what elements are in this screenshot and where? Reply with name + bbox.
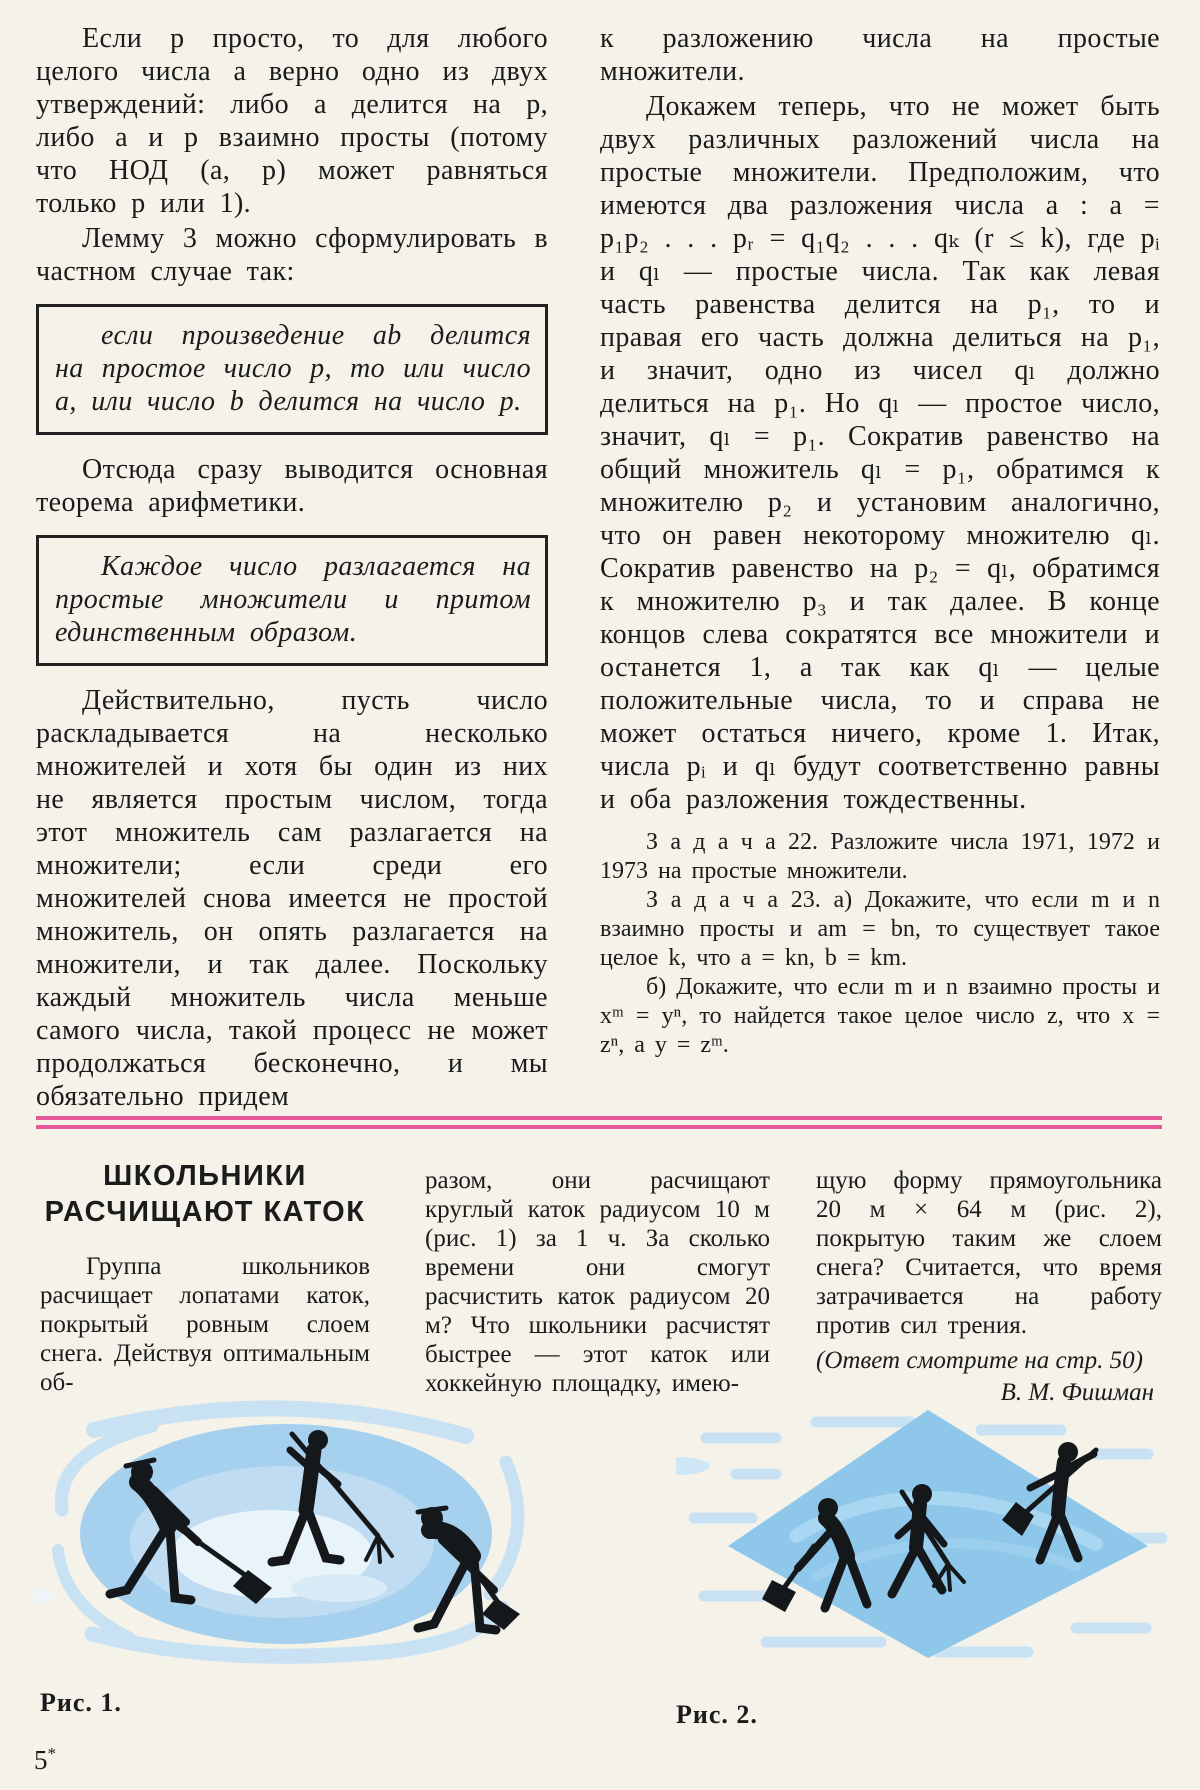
figure-2-caption: Рис. 2.: [676, 1700, 758, 1729]
paragraph-lemma3-intro: Лемму 3 можно сформулировать в частном случае так:: [36, 223, 548, 287]
lemma-box-2: [36, 535, 548, 666]
page-number-value: 5: [34, 1745, 48, 1775]
paragraph-uniqueness-proof: Докажем теперь, что не может быть двух различных разложений числа на простые множители. Предположим, что имеются два разложения числа a : a = p₁p₂ . . . pᵣ = q₁q₂ . . . qₖ (r ≤ k), где pᵢ и qₗ — простые числа. Так как левая часть равенства делится на p₁, то и правая его часть должна делиться на p₁, и значит, одно из чисел qₗ должно делиться на p₁. Но qₗ — простое число, значит, qₗ = p₁. Сократив равенство на общий множитель qₗ = p₁, обратимся к множителю p₂ и установим аналогично, что он равен некоторому множителю qₗ. Сократив равенство на p₂ = qₗ, обратимся к множителю p₃ и так далее. В конце концов слева сократятся все множители и останется 1, а так как qₗ — целые положительные числа, то и справа не может остаться ничего, кроме 1. Итак, числа pᵢ и qₗ будут соответственно равны и оба разложения тождественны.: [600, 91, 1160, 815]
paragraph-main-theorem-intro: Отсюда сразу выводится основная теорема арифметики.: [36, 454, 548, 518]
paragraph-continuation: к разложению числа на простые множители.: [600, 23, 1160, 87]
bottom-column-1: [40, 1252, 370, 1397]
figure-1-illustration: [34, 1392, 539, 1670]
task-22: З а д а ч а 22. Разложите числа 1971, 1972 и 1973 на простые множители.: [600, 829, 1160, 884]
page-number: [34, 1744, 56, 1776]
title-line-2: РАСЧИЩАЮТ КАТОК: [44, 1196, 366, 1228]
answer-note: (Ответ смотрите на стр. 50): [816, 1347, 1143, 1374]
lemma-box-1-text: если произведение ab делится на простое число p, то или число a, или число b делится на число p.: [55, 320, 531, 417]
paragraph-if-p-prime: Если p просто, то для любого целого числа a верно одно из двух утверждений: либо a делится на p, либо a и p взаимно просты (потому что НОД (a, p) может равняться только p или 1).: [36, 23, 548, 219]
round-rink-drawing: [34, 1392, 539, 1670]
top-right-column: [600, 22, 1160, 1060]
title-line-1: ШКОЛЬНИКИ: [103, 1160, 307, 1192]
paragraph-proof-start: Действительно, пусть число раскладывается на несколько множителей и хотя бы один из них не является простым числом, тогда этот множитель сам разлагается на множители; если среди его множителей снова имеется не простой множитель, он опять разлагается на множители, и так далее. Поскольку каждый множитель числа меньше самого числа, такой процесс не может продолжаться бесконечно, и мы обязательно придем: [36, 685, 548, 1112]
section-divider-rule: [36, 1116, 1162, 1129]
task-23a: З а д а ч а 23. а) Докажите, что если m и n взаимно просты и am = bn, то существует такое целое k, что a = kn, b = km.: [600, 887, 1160, 971]
author-signature: В. М. Фишман: [1000, 1379, 1154, 1406]
lemma-box-2-text: Каждое число разлагается на простые множители и притом единственным образом.: [55, 551, 531, 648]
bottom-column-2: [425, 1166, 770, 1398]
bottom-col2-text: разом, они расчищают круглый каток радиусом 10 м (рис. 1) за 1 ч. За сколько времени они смогут расчистить каток радиусом 20 м? Что школьники расчистят быстрее — этот каток или хоккейную площадку, имею-: [425, 1167, 770, 1397]
bottom-column-3: [816, 1166, 1162, 1408]
top-left-column: [36, 22, 548, 1115]
page-number-star: *: [47, 1744, 56, 1763]
figure-2-illustration: [676, 1396, 1173, 1668]
lemma-box-1: [36, 304, 548, 435]
bottom-article-title: [40, 1158, 370, 1230]
bottom-col1-text: Группа школьников расчищает лопатами каток, покрытый ровным слоем снега. Действуя оптимальным об-: [40, 1253, 370, 1396]
diamond-rink-drawing: [676, 1396, 1173, 1668]
figure-1-caption: Рис. 1.: [40, 1688, 122, 1717]
task-23b: б) Докажите, что если m и n взаимно просты и xᵐ = yⁿ, то найдется такое целое число z, что x = zⁿ, а y = zᵐ.: [600, 974, 1160, 1058]
bottom-col3-text: щую форму прямоугольника 20 м × 64 м (рис. 2), покрытую таким же слоем снега? Считается, что время затрачивается на работу против сил трения.: [816, 1167, 1162, 1339]
